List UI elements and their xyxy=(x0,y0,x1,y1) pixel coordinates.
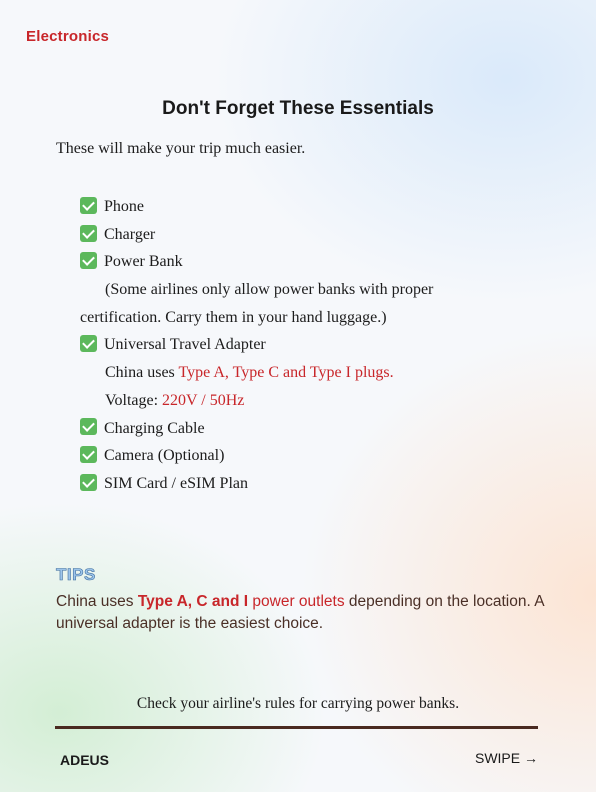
note-text: certification. Carry them in your hand luggage.) xyxy=(80,308,387,326)
item-label: Phone xyxy=(104,198,144,215)
item-label: Charger xyxy=(104,225,156,243)
list-item-charger xyxy=(80,221,520,249)
power-bank-note-line2 xyxy=(80,304,520,332)
check-mark-icon xyxy=(80,225,97,242)
tips-body xyxy=(56,591,546,635)
check-mark-icon xyxy=(80,252,97,269)
detail-prefix: China uses xyxy=(105,364,179,382)
list-item-travel-adapter xyxy=(80,331,520,359)
item-label: Power Bank xyxy=(104,253,183,271)
check-mark-icon xyxy=(80,474,97,491)
list-item-camera xyxy=(80,442,520,470)
swipe-hint[interactable]: SWIPE → xyxy=(474,750,538,766)
page-title: Don't Forget These Essentials xyxy=(162,98,434,119)
item-label: Universal Travel Adapter xyxy=(104,336,266,354)
divider xyxy=(55,726,538,729)
item-label: Camera (Optional) xyxy=(104,447,225,465)
note-text: (Some airlines only allow power banks with proper xyxy=(105,281,434,299)
essentials-checklist xyxy=(80,193,520,498)
tips-highlight: Type A, C and I xyxy=(137,593,249,610)
detail-highlight: 220V / 50Hz xyxy=(162,391,245,409)
detail-prefix: Voltage: xyxy=(105,391,163,409)
check-mark-icon xyxy=(80,418,97,435)
voltage-detail xyxy=(80,387,520,415)
list-item-sim-card xyxy=(80,470,520,498)
power-bank-note-line1 xyxy=(80,276,520,304)
item-label: SIM Card / eSIM Plan xyxy=(104,474,248,492)
plug-types-detail xyxy=(80,359,520,387)
item-label: Charging Cable xyxy=(104,419,205,437)
list-item-phone xyxy=(80,193,520,221)
section-label: Electronics xyxy=(26,28,110,45)
tips-highlight-secondary: power outlets xyxy=(248,593,345,610)
tips-text: China uses xyxy=(56,593,138,610)
check-mark-icon xyxy=(80,335,97,352)
intro-text: These will make your trip much easier. xyxy=(56,140,306,157)
brand-logo: ADEUS xyxy=(60,752,110,768)
check-mark-icon xyxy=(80,197,97,214)
tips-text: depending on the location. A universal adapter is the easiest choice. xyxy=(56,593,544,632)
list-item-charging-cable xyxy=(80,415,520,443)
tips-heading: TIPS xyxy=(56,565,96,584)
detail-highlight: Type A, Type C and Type I plugs. xyxy=(178,364,394,382)
footer-note: Check your airline's rules for carrying power banks. xyxy=(136,695,460,712)
check-mark-icon xyxy=(80,446,97,463)
list-item-power-bank xyxy=(80,248,520,276)
